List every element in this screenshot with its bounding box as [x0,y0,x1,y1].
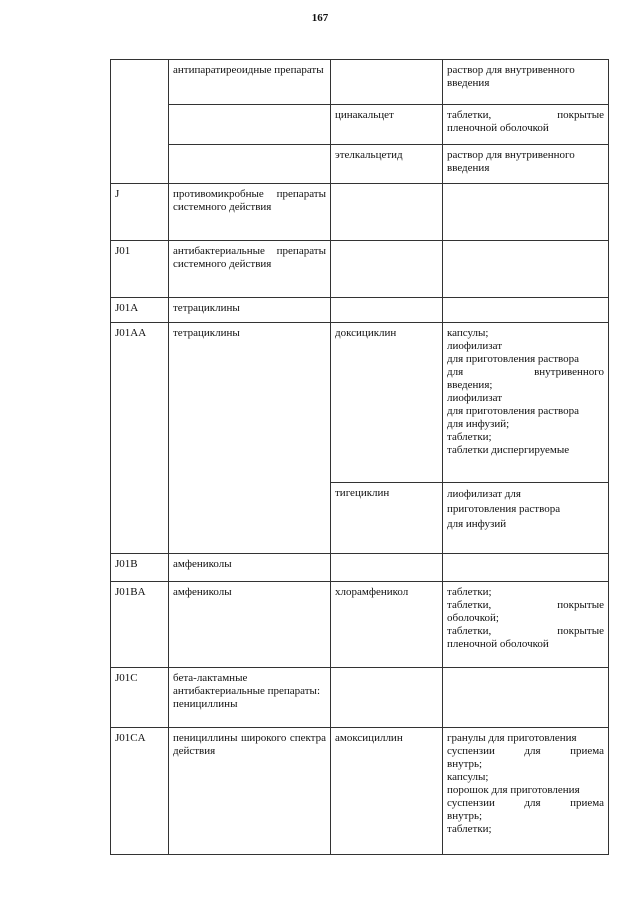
table-row [111,105,609,145]
inn-cell [331,298,443,323]
atc-code-cell: J01AA [111,323,169,554]
dosage-form-line: для инфузий; [447,418,510,430]
dosage-form-cell [443,668,609,728]
atc-code-cell: J01CA [111,728,169,855]
dosage-form-line: лиофилизат для [447,488,521,500]
page-number: 167 [311,12,329,24]
inn-cell: этелкальцетид [331,145,443,184]
dosage-form-line: введения; [447,379,493,391]
group-cell: тетрациклины [169,298,331,323]
group-cell: антибактериальные препараты системного действия [169,241,331,298]
inn-cell: тигециклин [331,483,443,554]
dosage-form-line: введения [447,162,490,174]
atc-code-cell [111,60,169,184]
atc-code-cell: J01BA [111,582,169,668]
atc-code-cell: J [111,184,169,241]
dosage-form-cell [443,60,609,105]
table-row [111,298,609,323]
inn-cell: амоксициллин [331,728,443,855]
atc-code-cell: J01C [111,668,169,728]
dosage-form-line: гранулы для приготовления [447,732,577,744]
dosage-form-cell [443,241,609,298]
inn-cell [331,668,443,728]
dosage-form-line: внутрь; [447,810,483,822]
dosage-form-cell [443,483,609,554]
dosage-form-line: таблетки, покрытые [447,599,604,611]
group-cell: антипаратиреоидные препараты [169,60,331,105]
dosage-form-line: капсулы; [447,771,489,783]
dosage-form-cell [443,323,609,483]
table-row [111,241,609,298]
dosage-form-line: раствор для внутривенного [447,149,575,161]
dosage-form-line: внутрь; [447,758,483,770]
dosage-form-cell [443,554,609,582]
dosage-form-line: пленочной оболочкой [447,638,549,650]
group-cell: амфениколы [169,554,331,582]
inn-cell [331,60,443,105]
table-row [111,554,609,582]
dosage-form-cell [443,298,609,323]
dosage-form-line: для приготовления раствора [447,405,579,417]
dosage-form-line: пленочной оболочкой [447,122,549,134]
dosage-form-cell [443,145,609,184]
table-row [111,728,609,855]
dosage-form-line: таблетки диспергируемые [447,444,570,456]
dosage-form-line: капсулы; [447,327,489,339]
dosage-form-line: таблетки, покрытые [447,109,604,121]
atc-code-cell: J01B [111,554,169,582]
atc-code-cell: J01 [111,241,169,298]
table-row [111,668,609,728]
group-cell [169,145,331,184]
table-row [111,60,609,105]
table-row [111,323,609,483]
inn-cell: доксициклин [331,323,443,483]
dosage-form-line: таблетки, покрытые [447,625,604,637]
dosage-form-line: суспензии для приема [447,745,604,757]
group-cell: противомикробные препараты системного действия [169,184,331,241]
group-cell: амфениколы [169,582,331,668]
table-row [111,145,609,184]
dosage-form-line: оболочкой; [447,612,499,624]
dosage-form-line: для внутривенного [447,366,604,378]
dosage-form-line: раствор для внутривенного [447,64,575,76]
group-cell [169,105,331,145]
dosage-form-line: введения [447,77,490,89]
group-cell: пенициллины широкого спектра действия [169,728,331,855]
atc-code-cell: J01A [111,298,169,323]
dosage-form-cell [443,105,609,145]
dosage-form-cell [443,728,609,855]
dosage-form-line: таблетки; [447,431,492,443]
dosage-form-cell [443,184,609,241]
inn-cell: хлорамфеникол [331,582,443,668]
dosage-form-line: приготовления раствора [447,503,561,515]
inn-cell [331,554,443,582]
dosage-form-line: для инфузий [447,518,507,530]
table-row [111,582,609,668]
inn-cell [331,241,443,298]
dosage-form-line: таблетки; [447,586,492,598]
dosage-form-line: суспензии для приема [447,797,604,809]
group-cell: тетрациклины [169,323,331,554]
table-row [111,184,609,241]
drug-table [110,59,609,855]
inn-cell: цинакальцет [331,105,443,145]
inn-cell [331,184,443,241]
dosage-form-line: порошок для приготовления [447,784,580,796]
dosage-form-line: лиофилизат [447,340,503,352]
dosage-form-line: для приготовления раствора [447,353,579,365]
dosage-form-line: лиофилизат [447,392,503,404]
dosage-form-line: таблетки; [447,823,492,835]
dosage-form-cell [443,582,609,668]
group-cell: бета-лактамные антибактериальные препараты: пенициллины [169,668,331,728]
